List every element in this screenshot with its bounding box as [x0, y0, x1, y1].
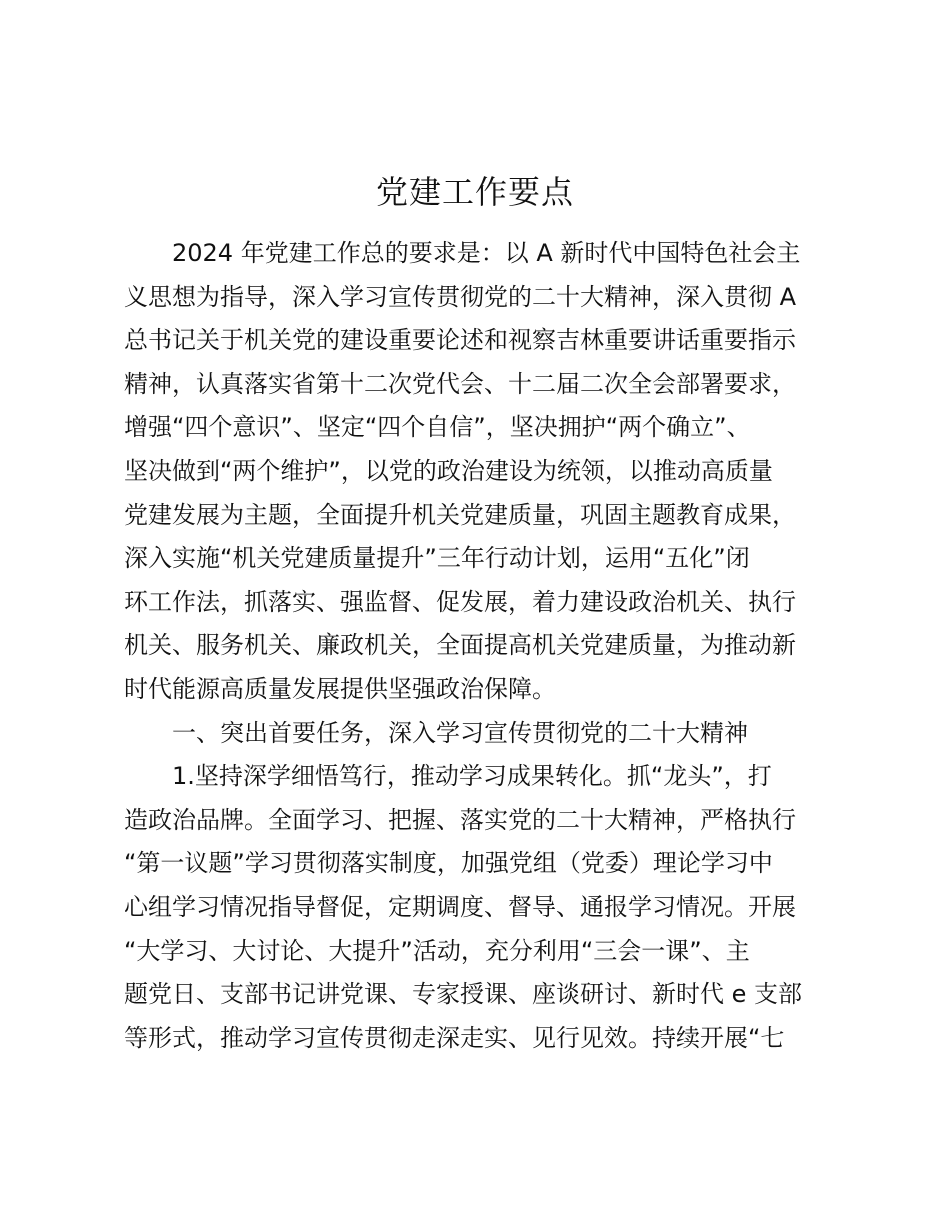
paragraph-line: 精神，认真落实省第十二次党代会、十二届二次全会部署要求，: [124, 369, 796, 398]
paragraph-line: 环工作法，抓落实、强监督、促发展，着力建设政治机关、执行: [124, 587, 796, 616]
paragraph-line: 2024 年党建工作总的要求是：以 A 新时代中国特色社会主: [172, 239, 801, 267]
document-title: 党建工作要点: [375, 173, 574, 211]
paragraph-line: 总书记关于机关党的建设重要论述和视察吉林重要讲话重要指示: [124, 326, 796, 355]
paragraph-line: 深入实施“机关党建质量提升”三年行动计划，运用“五化”闭: [124, 544, 750, 573]
paragraph-line: “大学习、大讨论、大提升”活动，充分利用“三会一课”、主: [124, 936, 750, 965]
section-heading: 一、突出首要任务，深入学习宣传贯彻党的二十大精神: [172, 718, 748, 747]
paragraph-line: 1.坚持深学细悟笃行，推动学习成果转化。抓“龙头”，打: [172, 762, 772, 791]
document-body: [124, 232, 834, 1060]
paragraph-line: 心组学习情况指导督促，定期调度、督导、通报学习情况。开展: [124, 892, 796, 921]
paragraph-line: 题党日、支部书记讲党课、专家授课、座谈研讨、新时代 e 支部: [124, 980, 803, 1009]
paragraph-line: 机关、服务机关、廉政机关，全面提高机关党建质量，为推动新: [124, 631, 796, 660]
paragraph-line: 坚决做到“两个维护”，以党的政治建设为统领，以推动高质量: [124, 456, 773, 485]
paragraph-line: 等形式，推动学习宣传贯彻走深走实、见行见效。持续开展“七: [124, 1023, 785, 1052]
paragraph-line: 造政治品牌。全面学习、把握、落实党的二十大精神，严格执行: [124, 805, 796, 834]
paragraph-line: 增强“四个意识”、坚定“四个自信”，坚决拥护“两个确立”、: [124, 413, 751, 442]
paragraph-line: 义思想为指导，深入学习宣传贯彻党的二十大精神，深入贯彻 A: [124, 282, 797, 311]
paragraph-line: 党建发展为主题，全面提升机关党建质量，巩固主题教育成果，: [124, 500, 796, 529]
paragraph-line: “第一议题”学习贯彻落实制度，加强党组（党委）理论学习中: [124, 849, 773, 878]
paragraph-line: 时代能源高质量发展提供坚强政治保障。: [124, 674, 556, 703]
